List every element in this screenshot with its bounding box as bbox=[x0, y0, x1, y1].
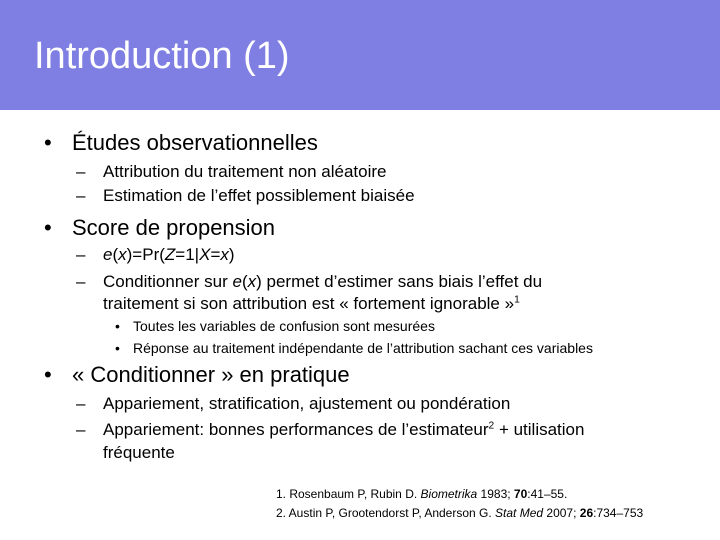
formula-close: ) bbox=[228, 245, 235, 264]
small-bullet-marker: • bbox=[115, 318, 120, 334]
title-bar bbox=[0, 0, 720, 110]
formula-pr: )=Pr( bbox=[126, 245, 165, 264]
subbullet-appariement-line2 bbox=[103, 443, 175, 463]
small-bullet-marker: • bbox=[115, 340, 120, 356]
subsubbullet-text: Réponse au traitement indépendante de l’attribution sachant ces variables bbox=[133, 340, 593, 356]
reference-1 bbox=[276, 485, 643, 504]
formula: e(x)=Pr(Z=1|X=x) bbox=[103, 245, 235, 264]
conditionner-post: ) permet d’estimer sans biais l’effet du bbox=[256, 272, 543, 291]
subbullet-conditionner-line2 bbox=[103, 294, 520, 314]
reference-volume: 26 bbox=[579, 506, 594, 520]
slide-title: Introduction (1) bbox=[34, 35, 290, 77]
dash-marker: – bbox=[76, 186, 86, 205]
dash-marker: – bbox=[76, 420, 86, 439]
formula-z: Z bbox=[164, 245, 176, 264]
dash-marker: – bbox=[76, 394, 86, 413]
conditionner-x: x bbox=[247, 272, 257, 291]
formula-e: e bbox=[103, 245, 113, 264]
subbullet-text: Attribution du traitement non aléatoire bbox=[103, 162, 387, 181]
conditionner-open: ( bbox=[241, 272, 248, 291]
reference-authors: 2. Austin P, Grootendorst P, Anderson G. bbox=[276, 506, 496, 520]
reference-volume: 70 bbox=[513, 487, 528, 501]
footnote-ref-1: 1 bbox=[514, 294, 520, 306]
subsubbullet-confusion bbox=[115, 318, 435, 334]
bullet-etudes-observationnelles bbox=[44, 130, 318, 156]
reference-journal: Stat Med bbox=[495, 506, 544, 520]
subsubbullet-text: Toutes les variables de confusion sont mesurées bbox=[133, 318, 435, 334]
bullet-marker: • bbox=[44, 130, 52, 155]
formula-eq1: =1| bbox=[175, 245, 200, 264]
dash-marker: – bbox=[76, 245, 86, 264]
bullet-conditionner-en-pratique bbox=[44, 362, 350, 388]
conditionner-e: e bbox=[232, 272, 242, 291]
reference-year: 2007; bbox=[543, 506, 580, 520]
subbullet-text: Appariement, stratification, ajustement ou pondération bbox=[103, 394, 511, 413]
subbullet-text: Estimation de l’effet possiblement biaisée bbox=[103, 186, 415, 205]
appariement-line2: fréquente bbox=[103, 443, 175, 462]
reference-authors: 1. Rosenbaum P, Rubin D. bbox=[276, 487, 421, 501]
bullet-marker: • bbox=[44, 215, 52, 240]
bullet-text: « Conditionner » en pratique bbox=[72, 362, 350, 387]
conditionner-line2: traitement si son attribution est « fortement ignorable » bbox=[103, 294, 515, 313]
conditionner-pre: Conditionner sur bbox=[103, 272, 233, 291]
bullet-text: Score de propension bbox=[72, 215, 276, 240]
formula-X: X bbox=[199, 245, 211, 264]
dash-marker: – bbox=[76, 272, 86, 291]
footnote-ref-2: 2 bbox=[488, 420, 495, 432]
bullet-text: Études observationnelles bbox=[72, 130, 318, 155]
bullet-marker: • bbox=[44, 362, 52, 387]
subbullet-appariement-methods bbox=[76, 394, 511, 414]
dash-marker: – bbox=[76, 162, 86, 181]
reference-pages: :41–55. bbox=[527, 487, 568, 501]
subbullet-attribution bbox=[76, 162, 387, 182]
appariement-after: + utilisation bbox=[494, 420, 585, 439]
formula-x: x bbox=[118, 245, 127, 264]
reference-journal: Biometrika bbox=[420, 487, 478, 501]
subbullet-estimation bbox=[76, 186, 415, 206]
references bbox=[276, 485, 643, 523]
conditionner-line1 bbox=[103, 272, 542, 291]
bullet-score-de-propension bbox=[44, 215, 276, 241]
subsubbullet-reponse bbox=[115, 340, 593, 356]
formula-eq2: = bbox=[210, 245, 221, 264]
subbullet-appariement-performances bbox=[76, 420, 585, 440]
subbullet-formula bbox=[76, 245, 235, 265]
appariement-text: Appariement: bonnes performances de l’estimateur bbox=[103, 420, 489, 439]
reference-year: 1983; bbox=[477, 487, 514, 501]
reference-pages: :734–753 bbox=[593, 506, 644, 520]
subbullet-conditionner bbox=[76, 272, 543, 292]
reference-2 bbox=[276, 504, 643, 523]
formula-x2: x bbox=[220, 245, 229, 264]
